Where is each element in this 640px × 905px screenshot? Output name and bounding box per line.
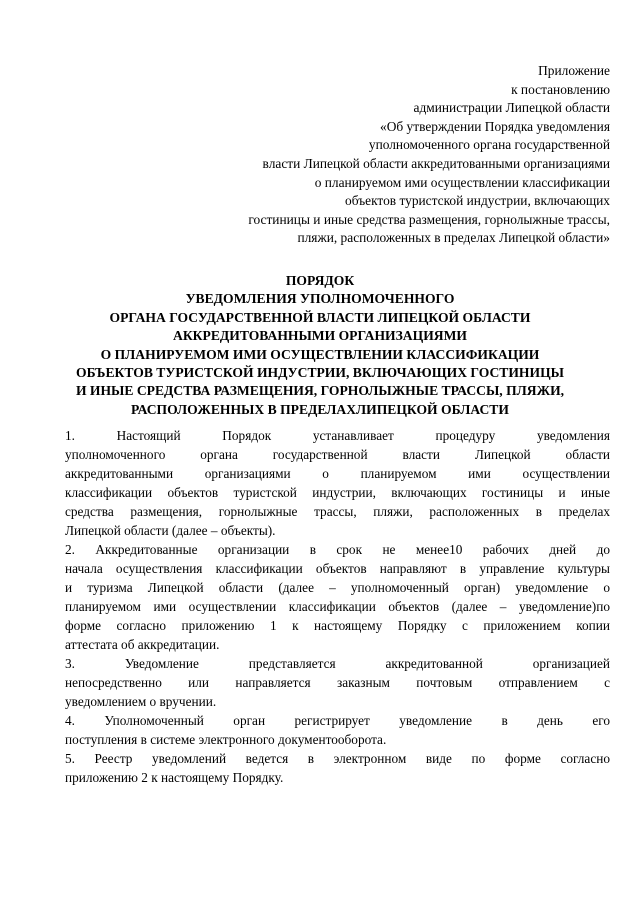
title-line: О ПЛАНИРУЕМОМ ИМИ ОСУЩЕСТВЛЕНИИ КЛАССИФИКАЦИИ — [100, 346, 540, 362]
appendix-line: пляжи, расположенных в пределах Липецкой области» — [297, 230, 610, 246]
title-line: ПОРЯДОК — [285, 273, 355, 288]
paragraph-line: поступления в системе электронного документооборота. — [65, 732, 387, 747]
appendix-line: администрации Липецкой области — [413, 100, 610, 116]
title-line: АККРЕДИТОВАННЫМИ ОРГАНИЗАЦИЯМИ — [173, 328, 467, 344]
title-line: УВЕДОМЛЕНИЯ УПОЛНОМОЧЕННОГО — [185, 291, 455, 307]
paragraph-2 — [65, 540, 610, 654]
document-body — [65, 426, 610, 787]
paragraph-line: классификации объектов туристской индустрии, включающих гостиницы и иные — [65, 485, 610, 500]
paragraph-line: уведомлением о вручении. — [65, 694, 217, 709]
paragraph-line: Липецкой области (далее – объекты). — [65, 523, 276, 538]
paragraph-line: 2. Аккредитованные организации в срок не менее10 рабочих дней до — [65, 542, 610, 557]
paragraph-line: уполномоченного органа государственной власти Липецкой области — [65, 447, 610, 462]
appendix-line: гостиницы и иные средства размещения, горнолыжные трассы, — [248, 211, 610, 227]
title-line: РАСПОЛОЖЕННЫХ В ПРЕДЕЛАХЛИПЕЦКОЙ ОБЛАСТИ — [131, 401, 509, 417]
paragraph-5 — [65, 749, 610, 787]
paragraph-line: 3. Уведомление представляется аккредитованной организацией — [65, 656, 610, 671]
paragraph-line: форме согласно приложению 1 к настоящему Порядку с приложением копии — [65, 618, 610, 633]
title-line: ОРГАНА ГОСУДАРСТВЕННОЙ ВЛАСТИ ЛИПЕЦКОЙ ОБЛАСТИ — [109, 309, 531, 325]
paragraph-1 — [65, 426, 610, 540]
appendix-line: «Об утверждении Порядка уведомления — [380, 118, 610, 134]
appendix-line: Приложение — [538, 63, 610, 78]
appendix-line: власти Липецкой области аккредитованными организациями — [262, 155, 610, 171]
appendix-line: уполномоченного органа государственной — [368, 137, 610, 153]
paragraph-line: приложению 2 к настоящему Порядку. — [65, 770, 284, 785]
paragraph-line: 1. Настоящий Порядок устанавливает процедуру уведомления — [65, 428, 610, 443]
paragraph-3 — [65, 654, 610, 711]
paragraph-line: непосредственно или направляется заказным почтовым отправлением с — [65, 675, 610, 690]
title-line: И ИНЫЕ СРЕДСТВА РАЗМЕЩЕНИЯ, ГОРНОЛЫЖНЫЕ ТРАССЫ, ПЛЯЖИ, — [75, 383, 565, 399]
appendix-line: о планируемом ими осуществлении классификации — [314, 174, 610, 190]
appendix-line: к постановлению — [511, 81, 610, 97]
paragraph-line: аттестата об аккредитации. — [65, 637, 220, 652]
paragraph-4 — [65, 711, 610, 749]
paragraph-line: средства размещения, горнолыжные трассы, пляжи, расположенных в пределах — [65, 504, 610, 519]
paragraph-line: и туризма Липецкой области (далее – уполномоченный орган) уведомление о — [65, 580, 610, 595]
paragraph-line: начала осуществления классификации объектов направляют в управление культуры — [65, 561, 610, 576]
title-line: ОБЪЕКТОВ ТУРИСТСКОЙ ИНДУСТРИИ, ВКЛЮЧАЮЩИХ ГОСТИНИЦЫ — [76, 365, 564, 381]
document-title — [50, 272, 590, 419]
appendix-line: объектов туристской индустрии, включающих — [345, 193, 610, 209]
paragraph-line: аккредитованными организациями о планируемом ими осуществлении — [65, 466, 610, 481]
paragraph-line: 5. Реестр уведомлений ведется в электронном виде по форме согласно — [65, 751, 610, 766]
appendix-header — [150, 62, 610, 248]
paragraph-line: планируемом ими осуществлении классификации объектов (далее – уведомление)по — [65, 599, 610, 614]
paragraph-line: 4. Уполномоченный орган регистрирует уведомление в день его — [65, 713, 610, 728]
